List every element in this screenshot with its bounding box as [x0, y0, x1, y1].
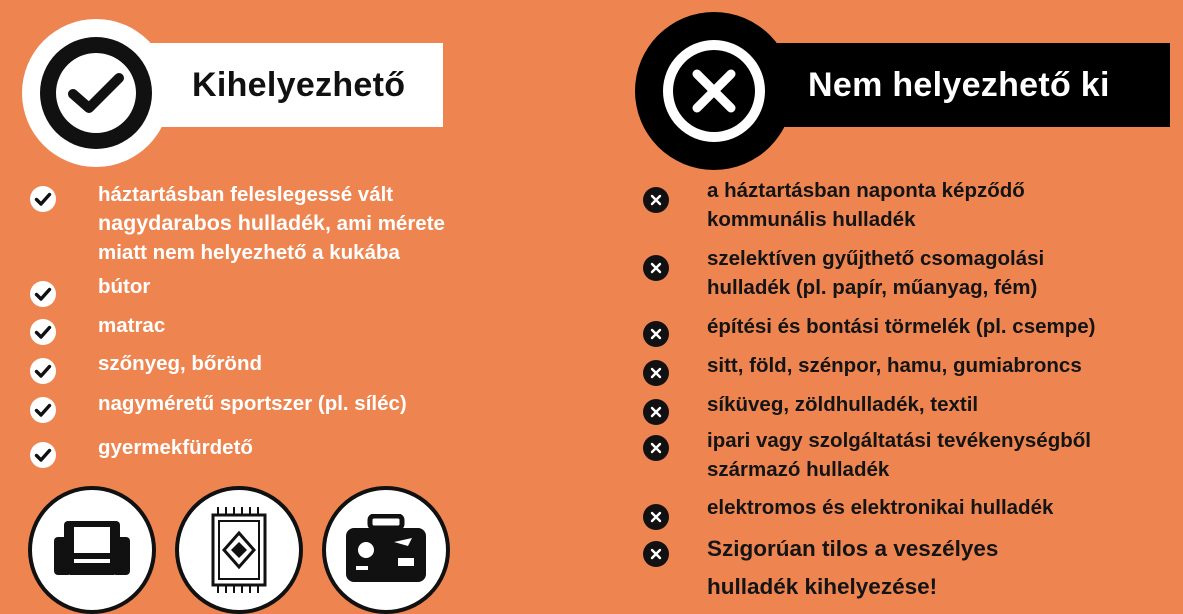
check-icon [30, 281, 56, 307]
x-icon [643, 541, 669, 567]
item-text: bútor [98, 275, 151, 298]
item-text: elektromos és elektronikai hulladék [707, 496, 1054, 519]
item-line: hulladék (pl. papír, műanyag, fém) [707, 276, 1038, 299]
allowed-title: Kihelyezhető [192, 66, 406, 104]
item-text: síküveg, zöldhulladék, textil [707, 393, 979, 416]
item-text: matrac [98, 314, 166, 337]
check-icon [30, 358, 56, 384]
x-icon [643, 255, 669, 281]
item-line: háztartásban feleslegessé vált [98, 183, 394, 206]
item-line: miatt nem helyezhető a kukába [98, 241, 400, 264]
item-text: építési és bontási törmelék (pl. csempe) [707, 315, 1096, 338]
item-text: nagyméretű sportszer (pl. síléc) [98, 392, 407, 415]
item-text: szőnyeg, bőrönd [98, 352, 262, 375]
x-icon [643, 399, 669, 425]
check-icon [30, 442, 56, 468]
item-rest: ami mérete [330, 212, 445, 235]
check-icon [30, 397, 56, 423]
suitcase-icon [322, 486, 450, 614]
item-bold-part: nagydarabos hulladék, [98, 211, 331, 235]
item-line: szelektíven gyűjthető csomagolási [707, 247, 1045, 270]
rug-icon [175, 486, 303, 614]
item-line: származó hulladék [707, 458, 890, 481]
check-icon [30, 186, 56, 212]
armchair-icon [28, 486, 156, 614]
warning-line: Szigorúan tilos a veszélyes [707, 536, 999, 561]
forbidden-title: Nem helyezhető ki [808, 66, 1110, 104]
x-icon [643, 504, 669, 530]
item-line: ipari vagy szolgáltatási tevékenységből [707, 429, 1091, 452]
x-icon [643, 360, 669, 386]
item-text: gyermekfürdető [98, 436, 253, 459]
check-icon [30, 319, 56, 345]
x-badge-icon [635, 12, 793, 170]
item-line: a háztartásban naponta képződő [707, 179, 1025, 202]
item-line: kommunális hulladék [707, 208, 916, 231]
x-icon [643, 321, 669, 347]
check-badge-icon [22, 19, 170, 167]
x-icon [643, 187, 669, 213]
warning-line: hulladék kihelyezése! [707, 574, 938, 599]
x-icon [643, 435, 669, 461]
item-text: sitt, föld, szénpor, hamu, gumiabroncs [707, 354, 1082, 377]
